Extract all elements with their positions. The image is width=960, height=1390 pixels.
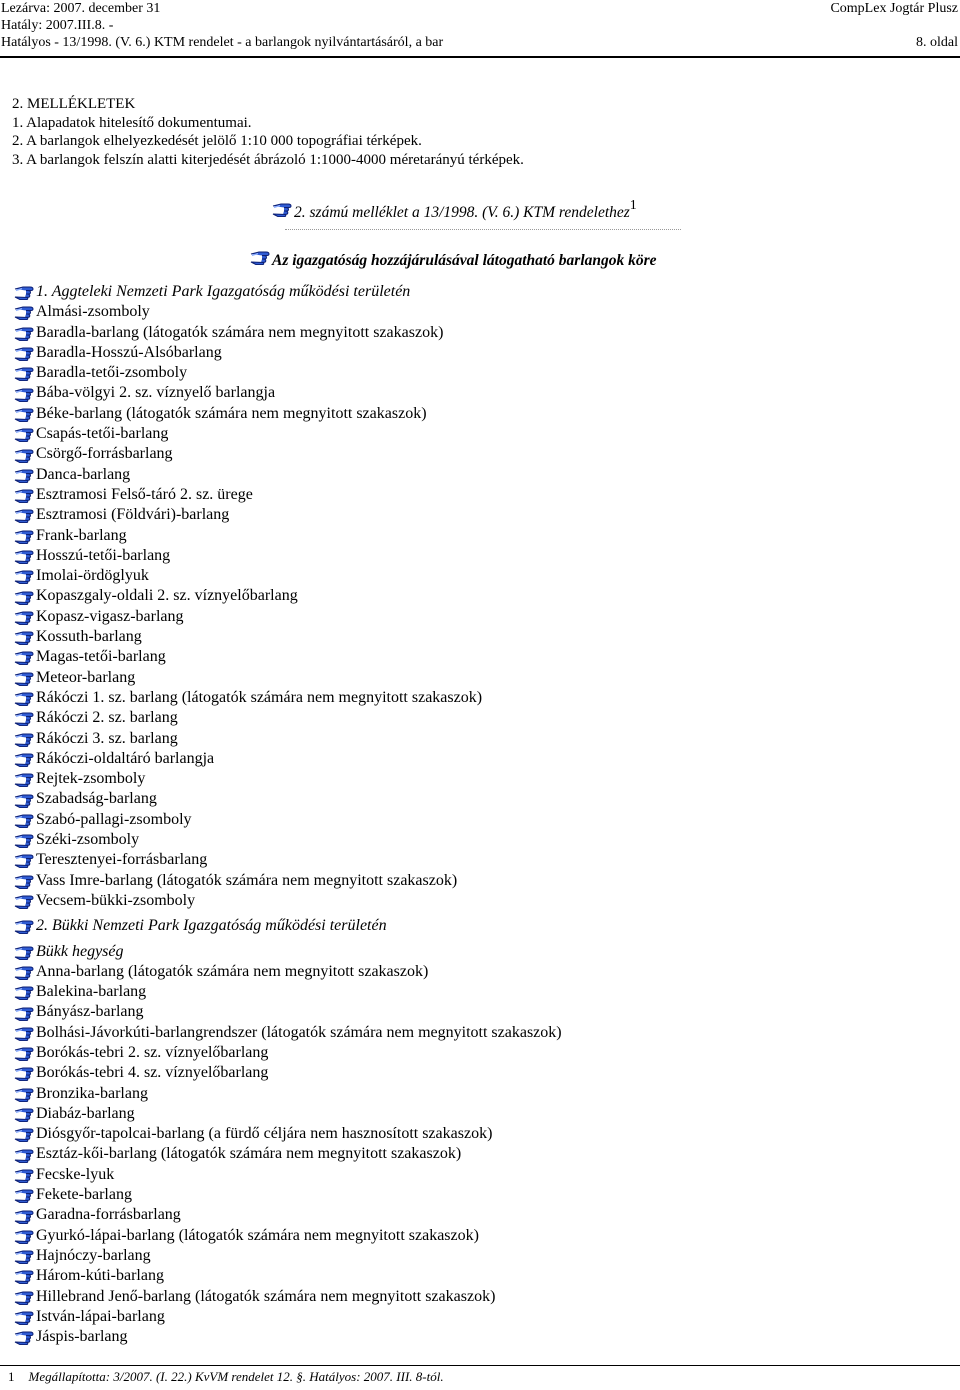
list-item-text: Meteor-barlang	[36, 668, 136, 686]
list-item-text: Kopaszgaly-oldali 2. sz. víznyelőbarlang	[36, 587, 298, 605]
footnote-ref[interactable]: 1	[629, 198, 637, 213]
cave-list	[14, 282, 562, 1347]
hand-pointer-icon[interactable]	[14, 1208, 34, 1224]
list-item	[14, 1327, 562, 1347]
list-item-text: Hajnóczy-barlang	[36, 1246, 151, 1264]
list-item	[14, 1002, 562, 1022]
list-item	[14, 850, 562, 870]
list-item-text: 1. Aggteleki Nemzeti Park Igazgatóság működési területén	[36, 283, 411, 300]
list-item-text: Almási-zsomboly	[36, 303, 150, 321]
list-item	[14, 302, 562, 322]
list-item	[14, 627, 562, 647]
header-page-number: 8. oldal	[916, 35, 958, 50]
toc-line: 1. Alapadatok hitelesítő dokumentumai.	[12, 114, 252, 131]
list-item-text: Rákóczi-oldaltáró barlangja	[36, 749, 215, 767]
hand-pointer-icon[interactable]	[272, 201, 292, 217]
list-item-text: Rákóczi 3. sz. barlang	[36, 729, 178, 747]
list-item	[14, 1165, 562, 1185]
list-item-text: Bába-völgyi 2. sz. víznyelő barlangja	[36, 384, 276, 402]
hand-pointer-icon[interactable]	[250, 249, 270, 265]
annex-divider	[285, 229, 681, 230]
hand-pointer-icon[interactable]	[14, 690, 34, 706]
hand-pointer-icon[interactable]	[14, 548, 34, 564]
list-item-text: Béke-barlang (látogatók számára nem megnyitott szakaszok)	[36, 404, 427, 422]
hand-pointer-icon[interactable]	[14, 406, 34, 422]
list-item-text: Szabadság-barlang	[36, 790, 157, 808]
list-item	[14, 1266, 562, 1286]
list-item	[14, 1144, 562, 1164]
hand-pointer-icon[interactable]	[14, 304, 34, 320]
footnote	[8, 1369, 444, 1385]
list-item	[14, 282, 562, 302]
list-item-text: Imolai-ördöglyuk	[36, 567, 149, 585]
list-item	[14, 1205, 562, 1225]
list-item-text: Gyurkó-lápai-barlang (látogatók számára nem megnyitott szakaszok)	[36, 1226, 479, 1244]
hand-pointer-icon[interactable]	[14, 893, 34, 909]
list-item-text: Esztramosi Felső-táró 2. sz. ürege	[36, 485, 253, 503]
hand-pointer-icon[interactable]	[14, 487, 34, 503]
list-item	[14, 505, 562, 525]
list-item-text: Rákóczi 1. sz. barlang (látogatók számára nem megnyitott szakaszok)	[36, 688, 483, 706]
hand-pointer-icon[interactable]	[14, 467, 34, 483]
hand-pointer-icon[interactable]	[14, 528, 34, 544]
hand-pointer-icon[interactable]	[14, 984, 34, 1000]
list-item	[14, 1043, 562, 1063]
hand-pointer-icon[interactable]	[14, 731, 34, 747]
list-item-text: Szabó-pallagi-zsomboly	[36, 810, 192, 828]
hand-pointer-icon[interactable]	[14, 1106, 34, 1122]
list-item-text: Diabáz-barlang	[36, 1104, 135, 1122]
list-item-text: Anna-barlang (látogatók számára nem megnyitott szakaszok)	[36, 962, 429, 980]
hand-pointer-icon[interactable]	[14, 325, 34, 341]
hand-pointer-icon[interactable]	[14, 284, 34, 300]
header-doc-title: Hatályos - 13/1998. (V. 6.) KTM rendelet - a barlangok nyilvántartásáról, a bar	[1, 35, 444, 50]
list-item	[14, 688, 562, 708]
list-item	[14, 444, 562, 464]
list-item	[14, 343, 562, 363]
list-item	[14, 749, 562, 769]
hand-pointer-icon[interactable]	[14, 426, 34, 442]
hand-pointer-icon[interactable]	[14, 1126, 34, 1142]
list-item	[14, 546, 562, 566]
list-item	[14, 668, 562, 688]
list-item-text: Esztáz-kői-barlang (látogatók számára nem megnyitott szakaszok)	[36, 1145, 462, 1163]
hand-pointer-icon[interactable]	[14, 1329, 34, 1345]
annex-toc	[12, 95, 524, 170]
list-item	[14, 586, 562, 606]
hand-pointer-icon[interactable]	[14, 609, 34, 625]
list-item	[14, 383, 562, 403]
list-item	[14, 830, 562, 850]
hand-pointer-icon[interactable]	[14, 447, 34, 463]
hand-pointer-icon[interactable]	[14, 751, 34, 767]
list-item	[14, 789, 562, 809]
list-item	[14, 769, 562, 789]
hand-pointer-icon[interactable]	[14, 1167, 34, 1183]
list-item	[14, 810, 562, 830]
hand-pointer-icon[interactable]	[14, 944, 34, 960]
list-item	[14, 1226, 562, 1246]
list-item-text: Bükk hegység	[36, 942, 124, 960]
list-item	[14, 1185, 562, 1205]
hand-pointer-icon[interactable]	[14, 832, 34, 848]
hand-pointer-icon[interactable]	[14, 918, 34, 934]
list-item-text: Hillebrand Jenő-barlang (látogatók számára nem megnyitott szakaszok)	[36, 1287, 496, 1305]
list-item-text: Kossuth-barlang	[36, 628, 142, 646]
hand-pointer-icon[interactable]	[14, 1045, 34, 1061]
list-item	[14, 1246, 562, 1266]
list-item-text: Bolhási-Jávorkúti-barlangrendszer (látogatók számára nem megnyitott szakaszok)	[36, 1023, 562, 1041]
hand-pointer-icon[interactable]	[14, 649, 34, 665]
list-item	[14, 962, 562, 982]
list-item-text: Baradla-barlang (látogatók számára nem megnyitott szakaszok)	[36, 323, 444, 341]
list-item-text: Danca-barlang	[36, 465, 131, 483]
hand-pointer-icon[interactable]	[14, 964, 34, 980]
hand-pointer-icon[interactable]	[14, 386, 34, 402]
list-item-text: Vecsem-bükki-zsomboly	[36, 891, 196, 909]
list-item-text: Borókás-tebri 2. sz. víznyelőbarlang	[36, 1043, 269, 1061]
hand-pointer-icon[interactable]	[14, 1025, 34, 1041]
list-item-text: Széki-zsomboly	[36, 831, 140, 849]
hand-pointer-icon[interactable]	[14, 792, 34, 808]
list-item-text: Rejtek-zsomboly	[36, 770, 146, 788]
toc-line: 3. A barlangok felszín alatti kiterjedését ábrázoló 1:1000-4000 méretarányú térképek.	[12, 152, 524, 169]
hand-pointer-icon[interactable]	[14, 1065, 34, 1081]
toc-line: 2. A barlangok elhelyezkedését jelölő 1:10 000 topográfiai térképek.	[12, 133, 422, 150]
hand-pointer-icon[interactable]	[14, 873, 34, 889]
list-item-text: Vass Imre-barlang (látogatók számára nem megnyitott szakaszok)	[36, 871, 458, 889]
hand-pointer-icon[interactable]	[14, 589, 34, 605]
list-item	[14, 465, 562, 485]
footnote-text: Megállapította: 3/2007. (I. 22.) KvVM rendelet 12. §. Hatályos: 2007. III. 8-tól.	[28, 1369, 444, 1384]
footnote-number: 1	[8, 1369, 15, 1384]
list-item-text: Csapás-tetői-barlang	[36, 425, 169, 443]
list-item	[14, 424, 562, 444]
list-item	[14, 485, 562, 505]
header-closed-date: Lezárva: 2007. december 31	[1, 1, 161, 16]
hand-pointer-icon[interactable]	[14, 507, 34, 523]
hand-pointer-icon[interactable]	[14, 812, 34, 828]
hand-pointer-icon[interactable]	[14, 1289, 34, 1305]
list-item	[14, 871, 562, 891]
list-item	[14, 942, 562, 962]
list-item-text: Csörgő-forrásbarlang	[36, 445, 173, 463]
list-item-text: Teresztenyei-forrásbarlang	[36, 851, 208, 869]
hand-pointer-icon[interactable]	[14, 670, 34, 686]
list-item	[14, 1307, 562, 1327]
annex-heading	[272, 200, 637, 222]
list-item-text: Fecske-lyuk	[36, 1165, 115, 1183]
list-item-text: 2. Bükki Nemzeti Park Igazgatóság működési területén	[36, 917, 387, 935]
toc-line: 2. MELLÉKLETEK	[12, 96, 136, 112]
list-item-text: Frank-barlang	[36, 526, 127, 544]
hand-pointer-icon[interactable]	[14, 1086, 34, 1102]
list-item-text: Kopasz-vigasz-barlang	[36, 607, 184, 625]
list-item-text: István-lápai-barlang	[36, 1307, 165, 1325]
hand-pointer-icon[interactable]	[14, 345, 34, 361]
list-item-text: Hosszú-tetői-barlang	[36, 546, 171, 564]
annex-title: 2. számú melléklet a 13/1998. (V. 6.) KTM rendelethez	[294, 204, 630, 222]
hand-pointer-icon[interactable]	[14, 1187, 34, 1203]
section-title: Az igazgatóság hozzájárulásával látogatható barlangok köre	[272, 252, 657, 269]
list-item-text: Magas-tetői-barlang	[36, 648, 166, 666]
hand-pointer-icon[interactable]	[14, 629, 34, 645]
list-item	[14, 1084, 562, 1104]
hand-pointer-icon[interactable]	[14, 1228, 34, 1244]
hand-pointer-icon[interactable]	[14, 710, 34, 726]
list-item	[14, 647, 562, 667]
list-item	[14, 526, 562, 546]
hand-pointer-icon[interactable]	[14, 852, 34, 868]
list-item-text: Három-kúti-barlang	[36, 1267, 164, 1285]
list-item-text: Bronzika-barlang	[36, 1084, 148, 1102]
list-item-text: Garadna-forrásbarlang	[36, 1206, 181, 1224]
header-effect-date: Hatály: 2007.III.8. -	[1, 18, 114, 33]
header-product: CompLex Jogtár Plusz	[830, 1, 958, 16]
list-item	[14, 916, 562, 936]
list-item-text: Rákóczi 2. sz. barlang	[36, 709, 178, 727]
hand-pointer-icon[interactable]	[14, 1005, 34, 1021]
list-item-text: Baradla-tetői-zsomboly	[36, 364, 188, 382]
list-item	[14, 891, 562, 911]
header-divider	[0, 56, 960, 58]
footnote-divider	[0, 1365, 960, 1366]
list-item	[14, 1287, 562, 1307]
hand-pointer-icon[interactable]	[14, 1248, 34, 1264]
list-item-text: Baradla-Hosszú-Alsóbarlang	[36, 343, 222, 361]
hand-pointer-icon[interactable]	[14, 771, 34, 787]
section-heading	[250, 249, 657, 270]
list-item-text: Borókás-tebri 4. sz. víznyelőbarlang	[36, 1064, 269, 1082]
hand-pointer-icon[interactable]	[14, 568, 34, 584]
hand-pointer-icon[interactable]	[14, 1309, 34, 1325]
list-item	[14, 404, 562, 424]
list-item	[14, 1124, 562, 1144]
list-item	[14, 323, 562, 343]
list-item-text: Esztramosi (Földvári)-barlang	[36, 506, 230, 524]
list-item	[14, 708, 562, 728]
hand-pointer-icon[interactable]	[14, 1268, 34, 1284]
list-item	[14, 1063, 562, 1083]
list-item-text: Bányász-barlang	[36, 1003, 144, 1021]
list-item	[14, 566, 562, 586]
list-item-text: Jáspis-barlang	[36, 1328, 128, 1346]
hand-pointer-icon[interactable]	[14, 365, 34, 381]
list-item	[14, 1023, 562, 1043]
list-item	[14, 729, 562, 749]
list-item-text: Diósgyőr-tapolcai-barlang (a fürdő céljára nem hasznosított szakaszok)	[36, 1125, 493, 1143]
list-item	[14, 1104, 562, 1124]
list-item	[14, 982, 562, 1002]
list-item	[14, 363, 562, 383]
list-item-text: Balekina-barlang	[36, 983, 147, 1001]
list-item	[14, 607, 562, 627]
list-item-text: Fekete-barlang	[36, 1186, 132, 1204]
hand-pointer-icon[interactable]	[14, 1147, 34, 1163]
